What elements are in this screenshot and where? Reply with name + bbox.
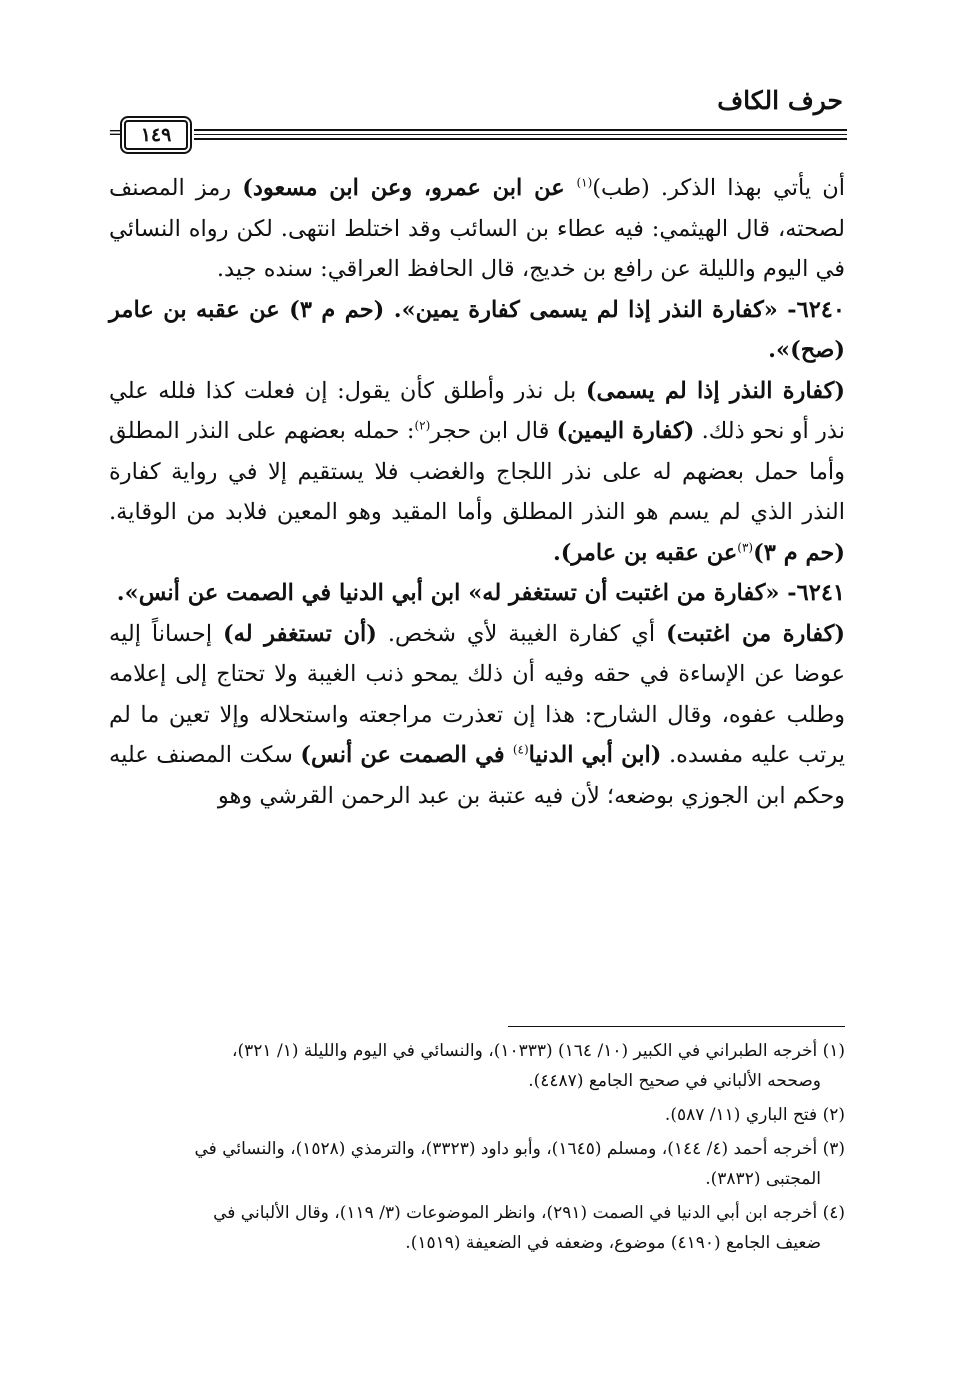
footnote-2 [109, 1100, 845, 1130]
text-segment: قال ابن حجر [430, 418, 557, 444]
footnote-1 [109, 1036, 845, 1096]
quoted-term: (كفارة اليمين) [556, 418, 695, 444]
text-segment: إحساناً إليه عوضا عن الإساءة في حقه وفيه أن ذلك يمحو ذنب الغيبة ولا تحتاج إلى إعلامه وطلب عفوه، وقال الشارح: هذا إن تعذرت مراجعته واستحلاله وإلا تعين ما لم يرتب عليه مفسده. [109, 620, 845, 768]
footnote-ref-3: (٣) [737, 540, 754, 554]
header-rule [108, 118, 847, 154]
chapter-title: حرف الكاف [717, 86, 843, 115]
paragraph-2 [109, 371, 845, 574]
text-segment: أي كفارة الغيبة لأي شخص. [376, 620, 667, 647]
text-segment: أن يأتي بهذا الذكر. (طب) [592, 175, 846, 201]
source-citation: (حم م ٣) [753, 539, 845, 566]
header-lines [194, 129, 847, 140]
footnote-text: (١) أخرجه الطبراني في الكبير (١٠/ ١٦٤) (١٠٣٣٣)، والنسائي في اليوم والليلة (١/ ٣٢١)، [232, 1041, 845, 1061]
footnote-text: (٤) أخرجه ابن أبي الدنيا في الصمت (٢٩١)، وانظر الموضوعات (٣/ ١١٩)، وقال الألباني في [213, 1203, 845, 1223]
source-citation: (ابن أبي الدنيا [528, 742, 662, 768]
paragraph-3 [109, 614, 845, 817]
source-citation: في الصمت عن أنس) [300, 742, 513, 768]
text-segment: : حمله بعضهم على النذر المطلق وأما حمل بعضهم له على نذر اللجاج والغضب فلا يستقيم إلا في رواية كفارة النذر الذي لم يسم هو النذر المطلق وأما المقيد وهو المعين فلابد من الوقاية. [109, 418, 845, 525]
hadith-6241: ٦٢٤١- «كفارة من اغتبت أن تستغفر له» ابن أبي الدنيا في الصمت عن أنس». [116, 580, 845, 606]
footnote-text: (٢) فتح الباري (١١/ ٥٨٧). [664, 1105, 845, 1125]
page-number: ١٤٩ [124, 120, 188, 150]
footnotes [109, 1036, 845, 1262]
text-segment: بل نذر وأطلق كأن يقول: إن فعلت كذا فلله علي نذر أو نحو ذلك. [109, 377, 845, 444]
footnote-text: وصححه الألباني في صحيح الجامع (٤٤٨٧). [528, 1071, 821, 1091]
hadith-6240: ٦٢٤٠- «كفارة النذر إذا لم يسمى كفارة يمين». (حم م ٣) عن عقبه بن عامر (صح)». [109, 296, 845, 363]
footnote-3 [109, 1134, 845, 1194]
text-segment: رمز المصنف لصحته، قال الهيثمي: فيه عطاء بن السائب وقد اختلط انتهى. لكن رواه النسائي في اليوم والليلة عن رافع بن خديج، قال الحافظ العراقي: سنده جيد. [109, 175, 845, 282]
page-number-ornament: = [108, 122, 124, 143]
paragraph-1 [109, 168, 845, 290]
main-text [109, 168, 845, 816]
footnote-ref-4: (٤) [512, 742, 529, 757]
quoted-term: (كفارة النذر إذا لم يسمى) [585, 377, 845, 404]
source-citation: عن ابن عمرو، وعن ابن مسعود) [242, 175, 577, 201]
quoted-term: (أن تستغفر له) [223, 620, 377, 647]
footnote-4 [109, 1198, 845, 1258]
footnote-text: ضعيف الجامع (٤١٩٠) موضوع، وضعفه في الضعيفة (١٥١٩). [405, 1233, 821, 1253]
footnote-ref-2: (٢) [414, 418, 431, 433]
footnote-separator [508, 1026, 845, 1027]
footnote-text: المجتبى (٣٨٣٢). [705, 1169, 821, 1189]
footnote-ref-1: (١) [576, 175, 593, 190]
footnote-text: (٣) أخرجه أحمد (٤/ ١٤٤)، ومسلم (١٦٤٥)، وأبو داود (٣٣٢٣)، والترمذي (١٥٢٨)، والنسائي في [194, 1139, 845, 1159]
quoted-term: (كفارة من اغتبت) [666, 620, 845, 647]
text-segment: سكت المصنف عليه وحكم ابن الجوزي بوضعه؛ لأن فيه عتبة بن عبد الرحمن القرشي وهو [109, 742, 845, 809]
source-citation: عن عقبه بن عامر). [552, 539, 738, 566]
